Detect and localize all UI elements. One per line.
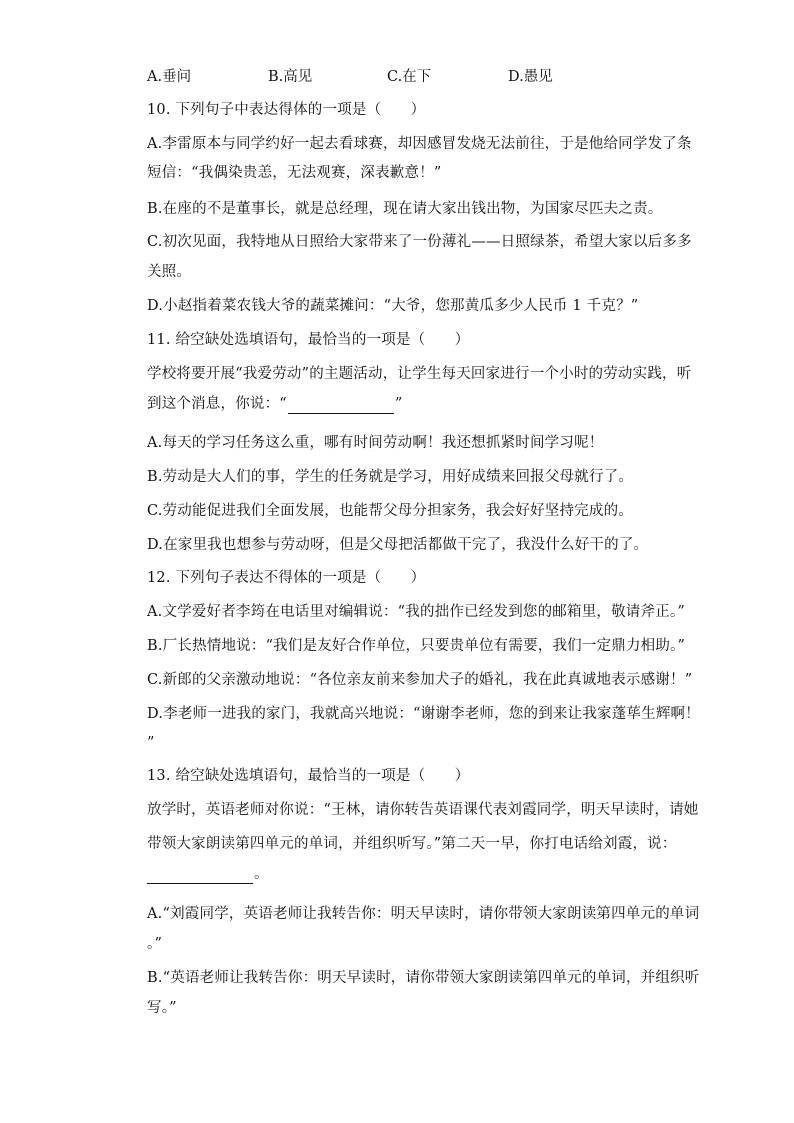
- q11-context-line2: [147, 394, 403, 414]
- q13-option-a-line2[interactable]: 。”: [147, 936, 163, 952]
- q13-stem: 13. 给空缺处选填语句，最恰当的一项是（ ）: [147, 768, 470, 784]
- q10-option-c-line2[interactable]: 关照。: [147, 264, 192, 280]
- q11-option-a[interactable]: A.每天的学习任务这么重，哪有时间劳动啊！我还想抓紧时间学习呢！: [147, 435, 604, 451]
- q9-option-b[interactable]: B.高见: [268, 69, 313, 85]
- q9-option-c[interactable]: C.在下: [387, 69, 432, 85]
- q11-context-line1: 学校将要开展“我爱劳动”的主题活动，让学生每天回家进行一个小时的劳动实践，听: [147, 366, 692, 382]
- q12-option-d-line2[interactable]: ”: [147, 735, 155, 751]
- q11-answer-blank[interactable]: [288, 399, 394, 414]
- q11-option-c[interactable]: C.劳动能促进我们全面发展，也能帮父母分担家务，我会好好坚持完成的。: [147, 503, 633, 519]
- q9-option-a[interactable]: A.垂问: [147, 69, 192, 85]
- q11-option-b[interactable]: B.劳动是大人们的事，学生的任务就是学习，用好成绩来回报父母就行了。: [147, 469, 634, 485]
- q10-option-d[interactable]: D.小赵指着菜农钱大爷的蔬菜摊问：“大爷，您那黄瓜多少人民币 1 千克？”: [147, 298, 639, 314]
- q13-option-a-line1[interactable]: A.“刘霞同学，英语老师让我转告你：明天早读时，请你带领大家朗读第四单元的单词: [147, 906, 700, 922]
- q13-option-b-line1[interactable]: B.“英语老师让我转告你：明天早读时，请你带领大家朗读第四单元的单词，并组织听: [147, 970, 700, 986]
- q13-context-line2: 带领大家朗读第四单元的单词，并组织听写。”第二天一早，你打电话给刘霞，说：: [147, 836, 677, 852]
- q12-option-a[interactable]: A.文学爱好者李筠在电话里对编辑说：“我的拙作已经发到您的邮箱里，敬请斧正。”: [147, 604, 685, 620]
- q12-option-d-line1[interactable]: D.李老师一进我的家门，我就高兴地说：“谢谢李老师，您的到来让我家蓬荜生辉啊！: [147, 706, 700, 722]
- q10-option-a-line2[interactable]: 短信：“我偶染贵恙，无法观赛，深表歉意！”: [147, 165, 442, 181]
- q11-context-line2-pre: 到这个消息，你说：“: [147, 396, 287, 412]
- q10-stem: 10. 下列句子中表达得体的一项是（ ）: [147, 102, 426, 118]
- q11-context-line2-post: ”: [394, 396, 403, 412]
- q12-option-b[interactable]: B.厂长热情地说：“我们是友好合作单位，只要贵单位有需要，我们一定鼎力相助。”: [147, 638, 686, 654]
- q11-option-d[interactable]: D.在家里我也想参与劳动呀，但是父母把活都做干完了，我没什么好干的了。: [147, 537, 649, 553]
- q12-option-c[interactable]: C.新郎的父亲激动地说：“各位亲友前来参加犬子的婚礼，我在此真诚地表示感谢！”: [147, 672, 693, 688]
- q12-stem: 12. 下列句子表达不得体的一项是（ ）: [147, 570, 426, 586]
- q11-stem: 11. 给空缺处选填语句，最恰当的一项是（ ）: [147, 332, 470, 348]
- q13-option-b-line2[interactable]: 写。”: [147, 1000, 177, 1016]
- q10-option-a-line1[interactable]: A.李雷原本与同学约好一起去看球赛，却因感冒发烧无法前往，于是他给同学发了条: [147, 136, 692, 152]
- q13-context-line3: [147, 864, 269, 884]
- q10-option-c-line1[interactable]: C.初次见面，我特地从日照给大家带来了一份薄礼——日照绿茶，希望大家以后多多: [147, 234, 692, 250]
- q13-context-line1: 放学时，英语老师对你说：“王林，请你转告英语课代表刘霞同学，明天早读时，请她: [147, 802, 699, 818]
- q10-option-b[interactable]: B.在座的不是董事长，就是总经理，现在请大家出钱出物，为国家尽匹夫之责。: [147, 201, 663, 217]
- q13-answer-blank[interactable]: [147, 869, 253, 884]
- q9-option-d[interactable]: D.愚见: [508, 69, 553, 85]
- q13-context-line3-post: 。: [254, 866, 269, 882]
